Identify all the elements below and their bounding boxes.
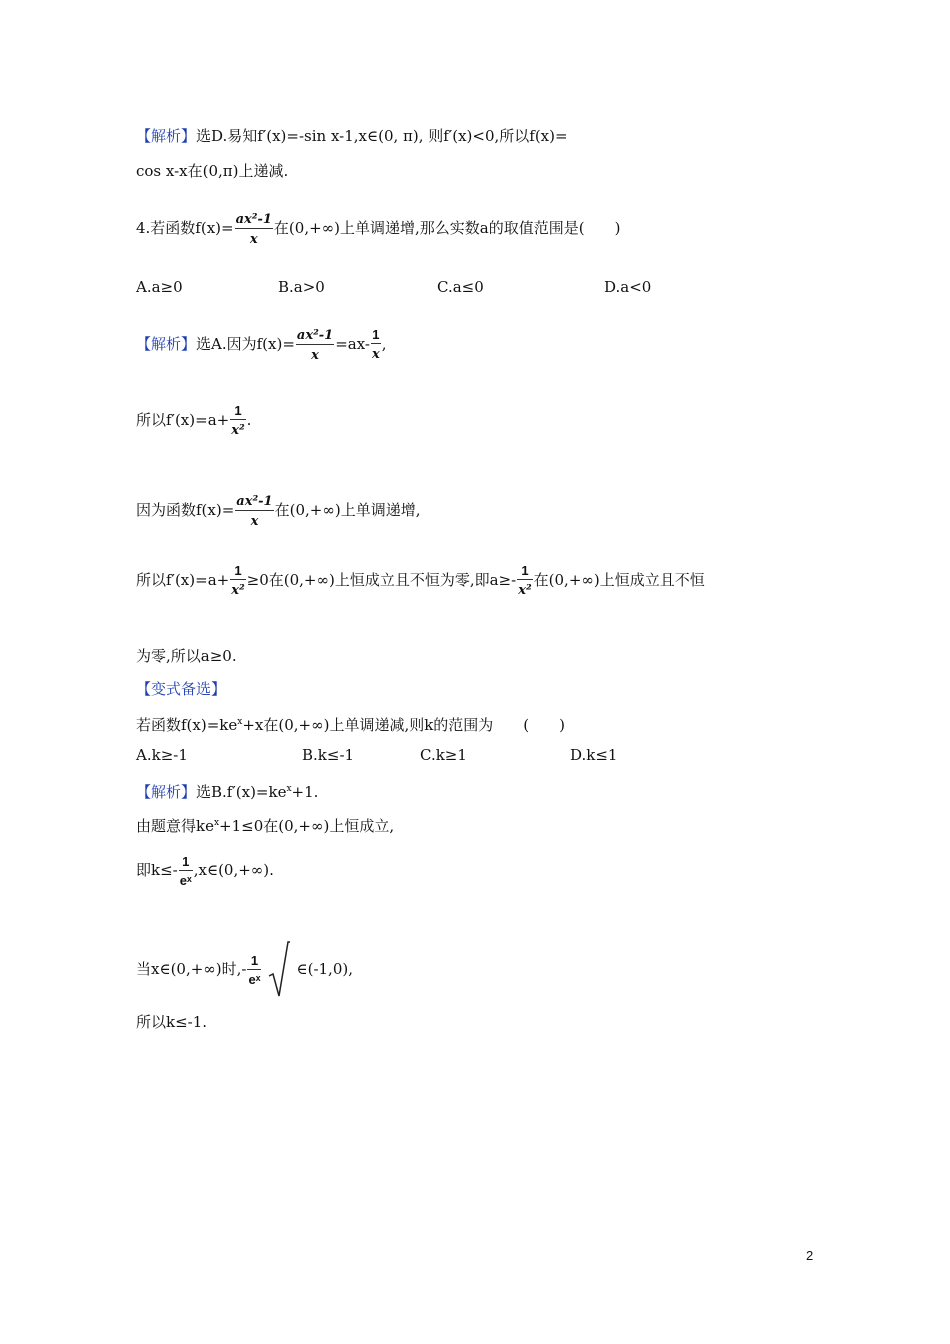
variant-solution-line-3 (136, 848, 274, 892)
variant-option-a: A.k≥-1 (136, 746, 188, 764)
solution-3-text-1: 选D.易知f′(x)=-sin x-1,x∈(0, π), 则f′(x)<0,所以f(x)= (196, 127, 568, 145)
variant-solution-text-9: 所以k≤-1. (136, 1013, 208, 1031)
fraction-1-over-ex: $\frac{1}{\text{eˣ}}$ (179, 853, 192, 888)
variant-solution-text-3: 由题意得ke (136, 817, 214, 835)
variant-solution-text-2: +1. (291, 783, 319, 801)
variant-question (136, 712, 565, 735)
solution-4-text-7: ≥0在(0,+∞)上恒成立且不恒为零,即a≥- (246, 571, 517, 589)
solution-4-text-9: 为零,所以a≥0. (136, 647, 237, 665)
period: . (246, 411, 252, 429)
variant-solution-line-2 (136, 813, 394, 836)
comma: , (381, 335, 387, 353)
variant-solution-line-5 (136, 1012, 207, 1032)
option-b: B.a>0 (278, 278, 325, 296)
fraction-1-over-ex: $\frac{1}{\text{eˣ}}$ (248, 952, 261, 987)
solution-tag: 【解析】 (136, 335, 197, 353)
fraction-denominator: x (235, 228, 273, 248)
solution-3-line-1 (136, 126, 568, 146)
variant-option-b: B.k≤-1 (302, 746, 355, 764)
square-root-icon (268, 940, 290, 1000)
variant-solution-text-7: 当x∈(0,+∞)时,- (136, 960, 247, 978)
variant-solution-text-8: ∈(-1,0), (296, 960, 353, 978)
fraction-1-over-x2: $\frac{1}{\text{x²}}$ (518, 563, 532, 598)
fraction-1-over-x2: $\frac{1}{\text{x²}}$ (231, 403, 245, 438)
solution-tag: 【解析】 (136, 127, 197, 145)
solution-4-line-4 (136, 558, 705, 602)
fraction-ax2-1-over-x: $\frac{\text{ax²-1}}{x}$ (236, 493, 273, 529)
variant-tag: 【变式备选】 (136, 680, 227, 698)
solution-4-text-2: =ax- (335, 335, 370, 353)
solution-4-text-8: 在(0,+∞)上恒成立且不恒 (533, 571, 705, 589)
variant-question-pre: 若函数f(x)=ke (136, 716, 238, 734)
fraction-ax2-1-over-x: $\frac{\text{ax²-1}}{x}$ (296, 327, 334, 363)
superscript-x: x (213, 818, 220, 828)
variant-solution-line-4 (136, 940, 353, 1000)
fraction-1-over-x: $\frac{1}{x}$ (372, 327, 380, 362)
option-d: D.a<0 (604, 278, 652, 296)
solution-4-line-3 (136, 488, 420, 532)
fraction-ax2-1-over-x (235, 211, 273, 248)
fraction-numerator: ax²-1 (235, 211, 272, 227)
superscript-x: x (237, 717, 243, 727)
variant-solution-text-1: 选B.f′(x)=ke (196, 783, 287, 801)
solution-4-line-2 (136, 398, 251, 442)
question-4-prefix: 4.若函数f(x)= (136, 219, 234, 237)
question-4 (136, 206, 620, 250)
question-4-suffix: 在(0,+∞)上单调递增,那么实数a的取值范围是( ) (273, 219, 621, 237)
solution-3-text-2: cos x-x在(0,π)上递减. (136, 162, 289, 180)
solution-tag: 【解析】 (136, 783, 197, 801)
option-a: A.a≥0 (136, 278, 183, 296)
solution-4-text-1: 选A.因为f(x)= (196, 335, 295, 353)
variant-option-c: C.k≥1 (420, 746, 467, 764)
solution-4-line-5 (136, 646, 237, 666)
variant-question-post: +x在(0,+∞)上单调递减,则k的范围为 ( ) (242, 716, 566, 734)
page-number: 2 (806, 1248, 814, 1263)
variant-solution-line-1 (136, 779, 318, 802)
solution-3-line-2 (136, 161, 288, 181)
solution-4-text-6: 所以f′(x)=a+ (136, 571, 230, 589)
variant-heading (136, 679, 226, 699)
solution-4-text-4: 因为函数f(x)= (136, 501, 235, 519)
superscript-x: x (286, 784, 292, 794)
option-c: C.a≤0 (437, 278, 484, 296)
fraction-1-over-x2: $\frac{1}{\text{x²}}$ (231, 563, 245, 598)
variant-solution-text-4: +1≤0在(0,+∞)上恒成立, (219, 817, 395, 835)
variant-solution-text-6: ,x∈(0,+∞). (193, 861, 274, 879)
solution-4-text-3: 所以f′(x)=a+ (136, 411, 230, 429)
variant-option-d: D.k≤1 (570, 746, 618, 764)
solution-4-text-5: 在(0,+∞)上单调递增, (274, 501, 421, 519)
solution-4-line-1 (136, 322, 387, 366)
variant-solution-text-5: 即k≤- (136, 861, 178, 879)
